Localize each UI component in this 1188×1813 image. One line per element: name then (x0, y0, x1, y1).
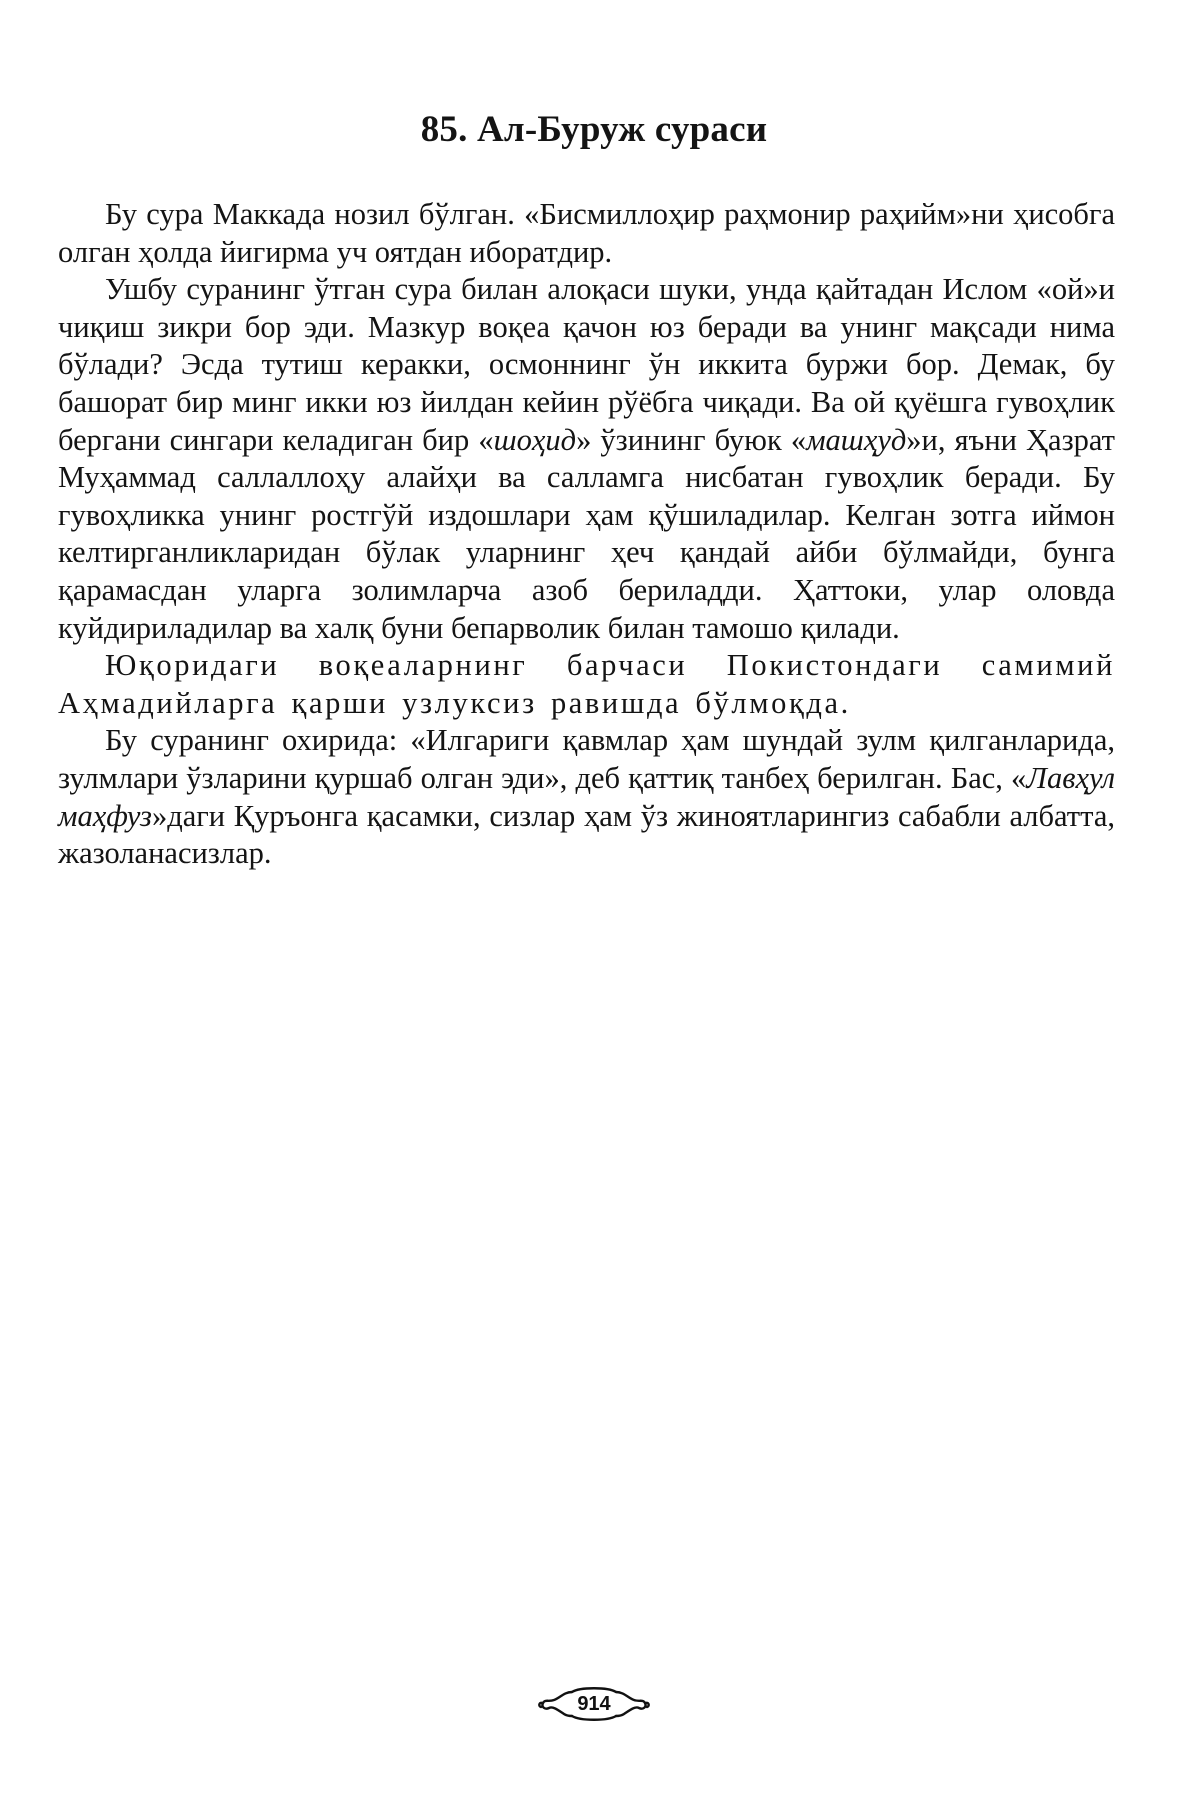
paragraph-2-text-e: »и, яъни Ҳазрат Муҳаммад саллаллоҳу алайҳи ва салламга нисбатан гувоҳлик беради. Бу гувоҳликка унинг ростгўй издошлари ҳам қўшиладилар. Келган зотга иймон келтирганликларидан бўлак уларнинг ҳеч қандай айби бўлмайди, бунга қарамасдан уларга золимларча азоб бериладди. Ҳаттоки, улар оловда куйдириладилар ва халқ буни бепарволик билан тамошо қилади. (58, 422, 1115, 645)
term-lavhul-mahfuz: Лавҳул маҳфуз (58, 760, 1115, 833)
page-number: 914 (577, 1693, 611, 1715)
term-mashhud: машҳуд (806, 422, 907, 457)
page-footer (536, 1684, 652, 1724)
paragraph-3: Юқоридаги воқеаларнинг барчаси Покистондаги самимий Аҳмадийларга қарши узлуксиз равишда бўлмоқда. (58, 648, 1115, 720)
term-shohid: шоҳид (493, 422, 577, 457)
paragraph-1: Бу сура Маккада нозил бўлган. «Бисмиллоҳир раҳмонир раҳийм»ни ҳисобга олган ҳолда йигирма уч оятдан иборатдир. (58, 197, 1115, 269)
paragraph-2-text-c: » ўзининг буюк « (576, 422, 807, 457)
surah-title: 85. Ал-Буруж сураси (420, 109, 768, 150)
paragraph-4-text-a: Бу суранинг охирида: «Илгариги қавмлар ҳам шундай зулм қилганларида, зулмлари ўзларини қуршаб олган эди», деб қаттиқ танбеҳ берилган. Бас, « (58, 723, 1115, 795)
paragraph-2 (58, 271, 1115, 647)
paragraph-4 (58, 722, 1115, 872)
body-text (58, 196, 1115, 873)
paragraph-4-text-c: »даги Қуръонга қасамки, сизлар ҳам ўз жиноятларингиз сабабли албатта, жазоланасизлар. (58, 798, 1115, 871)
paragraph-2-text-a: Ушбу суранинг ўтган сура билан алоқаси шуки, унда қайтадан Ислом «ой»и чиқиш зикри бор эди. Мазкур воқеа қачон юз беради ва унинг мақсади нима бўлади? Эсда тутиш керакки, осмоннинг ўн иккита буржи бор. Демак, бу башорат бир минг икки юз йилдан кейин рўёбга чиқади. Ва ой қуёшга гувоҳлик бергани сингари келадиган бир « (58, 272, 1115, 457)
